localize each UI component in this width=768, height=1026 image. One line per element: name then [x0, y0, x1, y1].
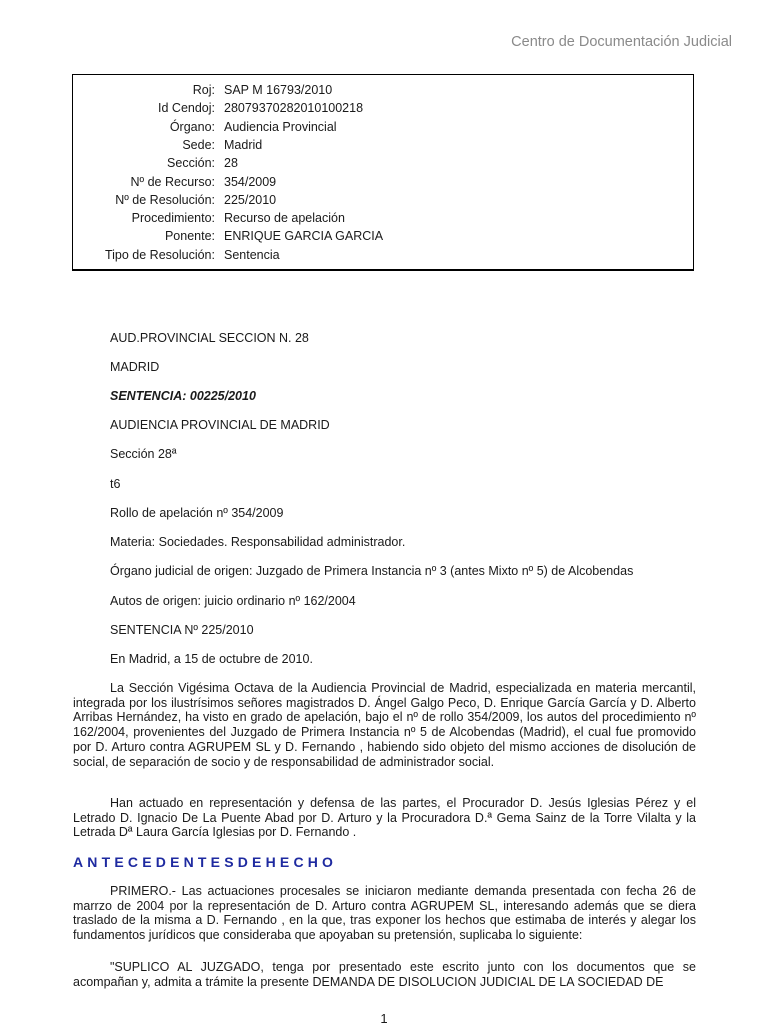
- meta-value: 28: [224, 156, 238, 171]
- meta-value: Sentencia: [224, 247, 280, 262]
- meta-value: Recurso de apelación: [224, 211, 345, 226]
- paragraph-composition: La Sección Vigésima Octava de la Audiencia Provincial de Madrid, especializada en materia mercantil, integrada por los ilustrísimos señores magistrados D. Ángel Galgo Peco, D. Enrique García García y D. Alberto Arribas Hernández, ha visto en grado de apelación, bajo el nº de rollo 354/2009, los autos del procedimiento nº 162/2004, provenientes del Juzgado de Primera Instancia nº 5 de Alcobendas (Madrid), el cual fue promovido por D. Arturo contra AGRUPEM SL y D. Fernando , habiendo sido objeto del mismo acciones de disolución de social, de separación de socio y de responsabilidad de administrador social.: [73, 681, 696, 769]
- page-number: 1: [380, 1011, 388, 1026]
- materia-line: Materia: Sociedades. Responsabilidad administrador.: [110, 535, 406, 549]
- meta-label: Nº de Resolución:: [115, 192, 215, 207]
- meta-row-recurso: [73, 175, 693, 193]
- autos-origen-line: Autos de origen: juicio ordinario nº 162/2004: [110, 594, 356, 608]
- rollo-line: Rollo de apelación nº 354/2009: [110, 506, 284, 520]
- meta-row-ponente: [73, 229, 693, 247]
- paragraph-primero: PRIMERO.- Las actuaciones procesales se iniciaron mediante demanda presentada con fecha 26 de marrzo de 2004 por la representación de D. Arturo contra AGRUPEM SL, interesando además que se diera traslado de la misma a D. Fernando , en la que, tras exponer los hechos que estimaba de interés y alegar los fundamentos jurídicos que consideraba que apoyaban su pretensión, suplicaba lo siguiente:: [73, 884, 696, 943]
- meta-value: ENRIQUE GARCIA GARCIA: [224, 229, 384, 244]
- meta-value: Audiencia Provincial: [224, 119, 337, 134]
- section-line: Sección 28ª: [110, 447, 177, 461]
- meta-row-id-cendoj: [73, 101, 693, 119]
- meta-row-sede: [73, 138, 693, 156]
- date-line: En Madrid, a 15 de octubre de 2010.: [110, 652, 313, 666]
- court-name-line: AUDIENCIA PROVINCIAL DE MADRID: [110, 418, 330, 432]
- meta-label: Sección:: [167, 156, 215, 171]
- meta-value: Madrid: [224, 137, 263, 152]
- document-center-title: Centro de Documentación Judicial: [511, 34, 732, 50]
- meta-label: Procedimiento:: [131, 211, 215, 226]
- meta-row-procedimiento: [73, 211, 693, 229]
- meta-row-organo: [73, 120, 693, 138]
- paragraph-suplico: "SUPLICO AL JUZGADO, tenga por presentado este escrito junto con los documentos que se acompañan y, admita a trámite la presente DEMANDA DE DISOLUCION JUDICIAL DE LA SOCIEDAD DE: [73, 960, 696, 989]
- organo-origen-line: Órgano judicial de origen: Juzgado de Primera Instancia nº 3 (antes Mixto nº 5) de Alcobendas: [110, 564, 634, 578]
- court-section-line: AUD.PROVINCIAL SECCION N. 28: [110, 331, 309, 345]
- meta-row-roj: [73, 83, 693, 101]
- code-line: t6: [110, 477, 121, 491]
- meta-row-seccion: [73, 156, 693, 174]
- meta-label: Ponente:: [164, 229, 215, 244]
- meta-label: Órgano:: [169, 119, 215, 134]
- meta-value: 354/2009: [224, 174, 277, 189]
- section-heading-antecedentes: ANTECEDENTESDEHECHO: [73, 854, 338, 870]
- meta-value: SAP M 16793/2010: [224, 83, 333, 97]
- meta-label: Nº de Recurso:: [130, 174, 215, 189]
- meta-row-resolucion: [73, 193, 693, 211]
- meta-row-tipo-resolucion: [73, 248, 693, 266]
- meta-label: Sede:: [182, 137, 215, 152]
- sentencia-number-line: SENTENCIA Nº 225/2010: [110, 623, 254, 637]
- city-line: MADRID: [110, 360, 160, 374]
- resolution-metadata-box: [72, 74, 694, 271]
- sentencia-title: SENTENCIA: 00225/2010: [110, 389, 256, 403]
- meta-label: Tipo de Resolución:: [104, 247, 215, 262]
- meta-label: Roj:: [192, 83, 215, 97]
- paragraph-representation: Han actuado en representación y defensa de las partes, el Procurador D. Jesús Iglesias Pérez y el Letrado D. Ignacio De La Puente Abad por D. Arturo y la Procuradora D.ª Gema Sainz de la Torre Vilalta y la Letrada Dª Laura García Iglesias por D. Fernando .: [73, 796, 696, 840]
- meta-value: 225/2010: [224, 192, 277, 207]
- meta-value: 28079370282010100218: [224, 101, 364, 116]
- meta-label: Id Cendoj:: [158, 101, 215, 116]
